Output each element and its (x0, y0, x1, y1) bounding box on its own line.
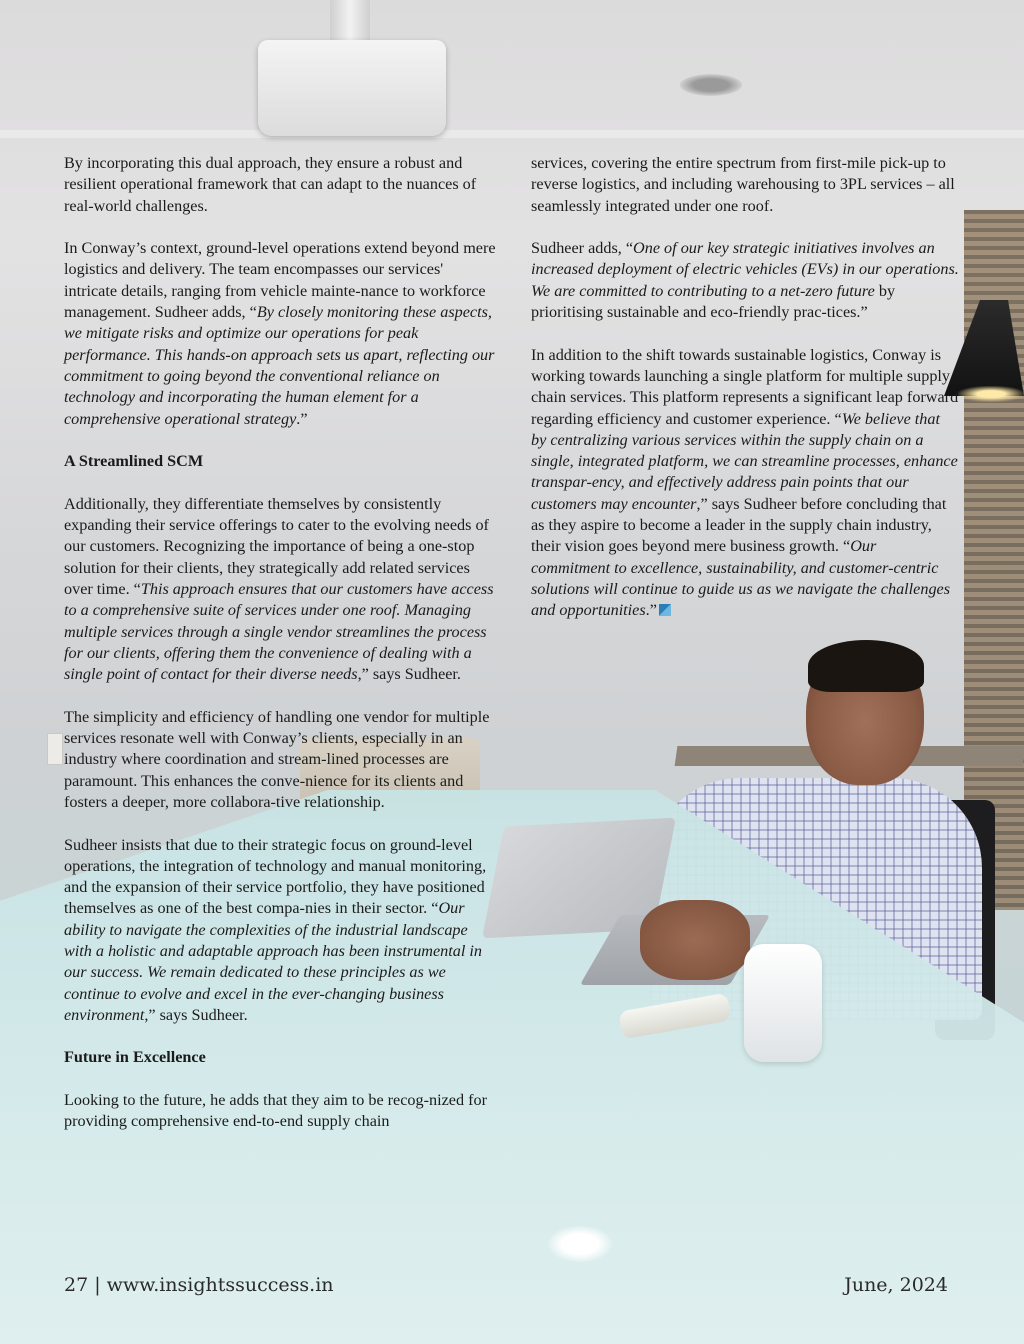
quote: This approach ensures that our customers have access to a comprehensive suite of services under one roof. Managing multiple services through a single vendor streamlines the process for our clients, offering them the convenience of dealing with a single point of contact for their diverse needs (64, 579, 494, 684)
lamp-glow (958, 386, 1024, 402)
paragraph: Sudheer insists that due to their strategic focus on ground-level operations, the integration of technology and manual monitoring, and the expansion of their service portfolio, they have positioned themselves as one of the best compa-nies in their sector. “Our ability to navigate the complexities of the industrial landscape with a holistic and adaptable approach has been instrumental in our success. We remain dedicated to these principles as we continue to evolve and excel in the ever-changing business environment,” says Sudheer. (64, 835, 487, 1024)
paragraph: services, covering the entire spectrum from first-mile pick-up to reverse logistics, and including warehousing to 3PL services – all seamlessly integrated under one roof. (531, 154, 955, 215)
article-left-column (64, 153, 496, 1133)
quote: One of our key strategic initiatives involves an increased deployment of electric vehicles (EVs) in our operations. We are committed to contributing to a net-zero future (531, 239, 959, 300)
quote: Our commitment to excellence, sustainability, and customer-centric solutions will continue to guide us as we navigate the challenges and opportunities (531, 537, 951, 620)
ceiling-edge (0, 130, 1024, 138)
paragraph: Sudheer adds, “One of our key strategic initiatives involves an increased deployment of electric vehicles (EVs) in our operations. We are committed to contributing to a net-zero future by prioritising sustainable and eco-friendly prac-tices.” (531, 239, 959, 322)
light-reflection (548, 1226, 612, 1262)
ceiling-light (680, 74, 742, 96)
issue-date: June, 2024 (844, 1274, 948, 1296)
page-footer-info: 27 | www.insightssuccess.in (64, 1274, 334, 1296)
section-heading: Future in Excellence (64, 1048, 206, 1067)
section-heading: A Streamlined SCM (64, 452, 204, 471)
paragraph: By incorporating this dual approach, they ensure a robust and resilient operational framework that can adapt to the nuances of real-world challenges. (64, 154, 477, 215)
quote: By closely monitoring these aspects, we mitigate risks and optimize our operations for peak performance. This hands-on approach sets us apart, reflecting our commitment to going beyond the conventional reliance on technology and incorporating the human element for a comprehensive operational strategy (64, 303, 495, 428)
paragraph: In addition to the shift towards sustainable logistics, Conway is working towards launching a single platform for multiple supply chain services. This platform represents a significant leap forward regarding efficiency and customer experience. “We believe that by centralizing various services within the supply chain on a single, integrated platform, we can streamline processes, enhance transpar-ency, and effectively address pain points that our customers may encounter,” says Sudheer before concluding that as they aspire to become a leader in the supply chain industry, their vision goes beyond mere business growth. “Our commitment to excellence, sustainability, and customer-centric solutions will continue to guide us as we navigate the challenges and opportunities.” (531, 345, 959, 620)
wall-switch (47, 733, 63, 765)
quote: Our ability to navigate the complexities of the industrial landscape with a holistic and adaptable approach has been instrumental in our success. We remain dedicated to these principles as we continue to evolve and excel in the ever-changing business environment (64, 899, 483, 1024)
end-mark-icon (659, 604, 671, 616)
phone-dock (744, 944, 822, 1062)
projector (258, 40, 446, 136)
paragraph: Additionally, they differentiate themselves by consistently expanding their service offerings to cater to the evolving needs of our customers. Recognizing the importance of being a one-stop solution for their clients, they strategically add related services over time. “This approach ensures that our customers have access to a comprehensive suite of services under one roof. Managing multiple services through a single vendor streamlines the process for our clients, offering them the convenience of dealing with a single point of contact for their diverse needs,” says Sudheer. (64, 494, 494, 684)
paragraph: The simplicity and efficiency of handling one vendor for multiple services resonate well with Conway’s clients, especially in an industry where coordination and stream-lined processes are paramount. This enhances the conve-nience for its clients and fosters a deeper, more collabora-tive relationship. (64, 707, 490, 811)
article-right-column (531, 153, 959, 622)
quote: We believe that by centralizing various services within the supply chain on a single, integrated platform, we can streamline processes, enhance transpar-ency, and effectively address pain points that our customers may encounter (531, 409, 958, 513)
paragraph: Looking to the future, he adds that they aim to be recog-nized for providing comprehensive end-to-end supply chain (64, 1091, 487, 1131)
person-hair (808, 640, 924, 692)
person-hands (640, 900, 750, 980)
paragraph: In Conway’s context, ground-level operations extend beyond mere logistics and delivery. The team encompasses our services' intricate details, ranging from vehicle mainte-nance to workforce management. Sudheer adds, “By closely monitoring these aspects, we mitigate risks and optimize our operations for peak performance. This hands-on approach sets us apart, reflecting our commitment to going beyond the conventional reliance on technology and incorporating the human element for a comprehensive operational strategy.” (64, 239, 496, 428)
